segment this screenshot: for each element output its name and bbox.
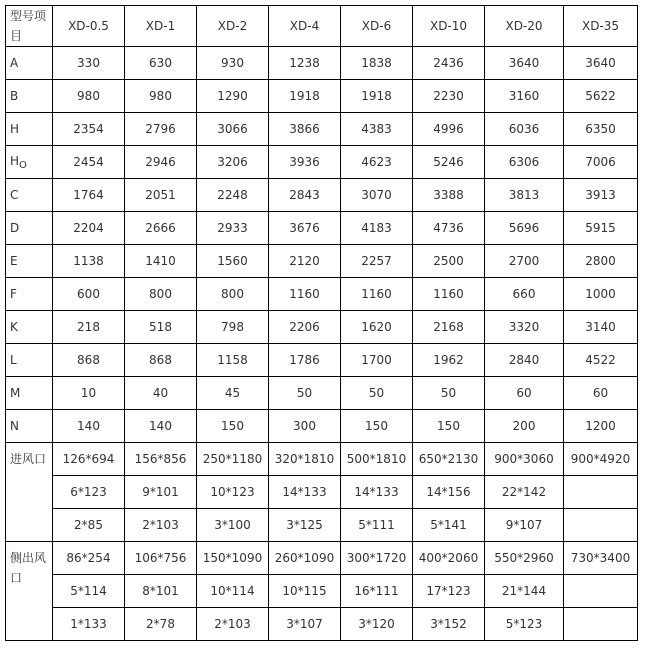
row-label-text: L xyxy=(10,353,17,367)
value-cell: 10 xyxy=(53,377,125,410)
value-cell: 7006 xyxy=(564,146,638,179)
value-cell: 2843 xyxy=(269,179,341,212)
table-row xyxy=(6,476,638,509)
model-header: XD-20 xyxy=(485,6,564,47)
table-row xyxy=(6,245,638,278)
value-cell: 250*1180 xyxy=(197,443,269,476)
value-cell: 600 xyxy=(53,278,125,311)
value-cell: 1160 xyxy=(413,278,485,311)
value-cell: 660 xyxy=(485,278,564,311)
value-cell: 2*78 xyxy=(125,608,197,641)
value-cell: 150 xyxy=(341,410,413,443)
table-row xyxy=(6,146,638,179)
value-cell: 5246 xyxy=(413,146,485,179)
row-label xyxy=(6,212,53,245)
value-cell: 4183 xyxy=(341,212,413,245)
row-label-text: M xyxy=(10,386,21,400)
value-cell: 1620 xyxy=(341,311,413,344)
value-cell: 5*114 xyxy=(53,575,125,608)
value-cell: 3140 xyxy=(564,311,638,344)
value-cell: 6306 xyxy=(485,146,564,179)
value-cell: 2800 xyxy=(564,245,638,278)
table-row xyxy=(6,377,638,410)
value-cell: 2206 xyxy=(269,311,341,344)
value-cell: 2454 xyxy=(53,146,125,179)
value-cell xyxy=(564,509,638,542)
value-cell: 1138 xyxy=(53,245,125,278)
value-cell: 5*141 xyxy=(413,509,485,542)
table-row xyxy=(6,80,638,113)
value-cell: 550*2960 xyxy=(485,542,564,575)
value-cell: 800 xyxy=(125,278,197,311)
value-cell: 1918 xyxy=(341,80,413,113)
value-cell: 2204 xyxy=(53,212,125,245)
value-cell: 3913 xyxy=(564,179,638,212)
row-label-text: A xyxy=(10,56,19,70)
value-cell: 4522 xyxy=(564,344,638,377)
value-cell: 1560 xyxy=(197,245,269,278)
value-cell: 4736 xyxy=(413,212,485,245)
value-cell: 150 xyxy=(197,410,269,443)
table-row xyxy=(6,542,638,575)
table-row xyxy=(6,311,638,344)
value-cell: 3813 xyxy=(485,179,564,212)
value-cell: 16*111 xyxy=(341,575,413,608)
value-cell: 2248 xyxy=(197,179,269,212)
value-cell: 3*107 xyxy=(269,608,341,641)
value-cell: 3160 xyxy=(485,80,564,113)
value-cell: 400*2060 xyxy=(413,542,485,575)
value-cell: 50 xyxy=(341,377,413,410)
value-cell: 320*1810 xyxy=(269,443,341,476)
value-cell: 2700 xyxy=(485,245,564,278)
value-cell: 2436 xyxy=(413,47,485,80)
value-cell: 5696 xyxy=(485,212,564,245)
value-cell: 330 xyxy=(53,47,125,80)
value-cell: 1238 xyxy=(269,47,341,80)
value-cell: 1200 xyxy=(564,410,638,443)
value-cell: 45 xyxy=(197,377,269,410)
row-label xyxy=(6,344,53,377)
value-cell: 50 xyxy=(269,377,341,410)
value-cell: 14*156 xyxy=(413,476,485,509)
value-cell: 2796 xyxy=(125,113,197,146)
value-cell: 2120 xyxy=(269,245,341,278)
row-label xyxy=(6,179,53,212)
value-cell: 3320 xyxy=(485,311,564,344)
value-cell: 3066 xyxy=(197,113,269,146)
value-cell: 3*152 xyxy=(413,608,485,641)
value-cell: 150 xyxy=(413,410,485,443)
value-cell: 218 xyxy=(53,311,125,344)
row-label-text: B xyxy=(10,89,19,103)
value-cell: 40 xyxy=(125,377,197,410)
value-cell: 60 xyxy=(564,377,638,410)
value-cell: 500*1810 xyxy=(341,443,413,476)
value-cell: 3206 xyxy=(197,146,269,179)
value-cell: 798 xyxy=(197,311,269,344)
table-row xyxy=(6,509,638,542)
model-header: XD-2 xyxy=(197,6,269,47)
value-cell: 86*254 xyxy=(53,542,125,575)
value-cell: 1160 xyxy=(269,278,341,311)
row-label xyxy=(6,410,53,443)
model-header: XD-10 xyxy=(413,6,485,47)
value-cell: 2257 xyxy=(341,245,413,278)
row-label xyxy=(6,146,53,179)
value-cell: 900*4920 xyxy=(564,443,638,476)
value-cell: 8*101 xyxy=(125,575,197,608)
value-cell: 6350 xyxy=(564,113,638,146)
value-cell: 2230 xyxy=(413,80,485,113)
row-label xyxy=(6,80,53,113)
value-cell: 1158 xyxy=(197,344,269,377)
value-cell: 50 xyxy=(413,377,485,410)
value-cell: 5*123 xyxy=(485,608,564,641)
value-cell: 1000 xyxy=(564,278,638,311)
value-cell: 300 xyxy=(269,410,341,443)
value-cell: 4383 xyxy=(341,113,413,146)
value-cell: 2666 xyxy=(125,212,197,245)
value-cell: 60 xyxy=(485,377,564,410)
table-row xyxy=(6,443,638,476)
value-cell: 1160 xyxy=(341,278,413,311)
value-cell: 3070 xyxy=(341,179,413,212)
row-label-text: H xyxy=(10,153,20,168)
corner-header: 型号项目 xyxy=(6,6,53,47)
row-label xyxy=(6,113,53,146)
value-cell: 4623 xyxy=(341,146,413,179)
value-cell: 5*111 xyxy=(341,509,413,542)
header-row xyxy=(6,6,638,47)
value-cell: 1*133 xyxy=(53,608,125,641)
value-cell: 730*3400 xyxy=(564,542,638,575)
row-label-subscript: O xyxy=(19,159,27,171)
value-cell: 2168 xyxy=(413,311,485,344)
row-label xyxy=(6,377,53,410)
value-cell: 140 xyxy=(125,410,197,443)
value-cell: 2933 xyxy=(197,212,269,245)
row-label xyxy=(6,278,53,311)
value-cell: 1786 xyxy=(269,344,341,377)
value-cell: 2*103 xyxy=(197,608,269,641)
value-cell: 800 xyxy=(197,278,269,311)
value-cell: 2*103 xyxy=(125,509,197,542)
value-cell: 5915 xyxy=(564,212,638,245)
value-cell: 2051 xyxy=(125,179,197,212)
value-cell: 300*1720 xyxy=(341,542,413,575)
value-cell: 14*133 xyxy=(341,476,413,509)
value-cell: 22*142 xyxy=(485,476,564,509)
table-row xyxy=(6,212,638,245)
value-cell: 3640 xyxy=(485,47,564,80)
value-cell: 900*3060 xyxy=(485,443,564,476)
value-cell: 2354 xyxy=(53,113,125,146)
value-cell: 2840 xyxy=(485,344,564,377)
row-label-text: D xyxy=(10,221,20,235)
value-cell: 200 xyxy=(485,410,564,443)
value-cell: 3*120 xyxy=(341,608,413,641)
value-cell xyxy=(564,476,638,509)
value-cell: 980 xyxy=(53,80,125,113)
value-cell: 930 xyxy=(197,47,269,80)
value-cell: 1838 xyxy=(341,47,413,80)
model-header: XD-0.5 xyxy=(53,6,125,47)
value-cell: 9*101 xyxy=(125,476,197,509)
value-cell: 6036 xyxy=(485,113,564,146)
value-cell: 630 xyxy=(125,47,197,80)
value-cell: 17*123 xyxy=(413,575,485,608)
value-cell: 14*133 xyxy=(269,476,341,509)
value-cell: 10*123 xyxy=(197,476,269,509)
value-cell: 6*123 xyxy=(53,476,125,509)
value-cell: 10*115 xyxy=(269,575,341,608)
table-row xyxy=(6,278,638,311)
value-cell: 980 xyxy=(125,80,197,113)
value-cell: 1962 xyxy=(413,344,485,377)
value-cell xyxy=(564,575,638,608)
row-label-text: F xyxy=(10,287,17,301)
value-cell: 5622 xyxy=(564,80,638,113)
table-row xyxy=(6,575,638,608)
row-label xyxy=(6,245,53,278)
value-cell: 9*107 xyxy=(485,509,564,542)
value-cell: 126*694 xyxy=(53,443,125,476)
row-label-text: E xyxy=(10,254,18,268)
row-label xyxy=(6,311,53,344)
model-header: XD-4 xyxy=(269,6,341,47)
value-cell: 3640 xyxy=(564,47,638,80)
value-cell: 1764 xyxy=(53,179,125,212)
value-cell: 518 xyxy=(125,311,197,344)
value-cell: 2500 xyxy=(413,245,485,278)
value-cell: 3866 xyxy=(269,113,341,146)
value-cell xyxy=(564,608,638,641)
value-cell: 1290 xyxy=(197,80,269,113)
value-cell: 868 xyxy=(125,344,197,377)
value-cell: 150*1090 xyxy=(197,542,269,575)
row-label-text: C xyxy=(10,188,19,202)
value-cell: 106*756 xyxy=(125,542,197,575)
value-cell: 3*100 xyxy=(197,509,269,542)
row-label xyxy=(6,47,53,80)
model-header: XD-6 xyxy=(341,6,413,47)
value-cell: 1918 xyxy=(269,80,341,113)
spec-table-body xyxy=(6,6,638,641)
spec-table xyxy=(5,5,638,641)
value-cell: 868 xyxy=(53,344,125,377)
value-cell: 2*85 xyxy=(53,509,125,542)
value-cell: 140 xyxy=(53,410,125,443)
value-cell: 4996 xyxy=(413,113,485,146)
table-row xyxy=(6,179,638,212)
value-cell: 2946 xyxy=(125,146,197,179)
value-cell: 260*1090 xyxy=(269,542,341,575)
table-row xyxy=(6,410,638,443)
table-row xyxy=(6,113,638,146)
model-header: XD-35 xyxy=(564,6,638,47)
row-label-text: K xyxy=(10,320,18,334)
value-cell: 1700 xyxy=(341,344,413,377)
model-header: XD-1 xyxy=(125,6,197,47)
value-cell: 21*144 xyxy=(485,575,564,608)
table-row xyxy=(6,608,638,641)
table-row xyxy=(6,344,638,377)
group-label: 进风口 xyxy=(6,443,53,542)
value-cell: 3*125 xyxy=(269,509,341,542)
value-cell: 3388 xyxy=(413,179,485,212)
value-cell: 1410 xyxy=(125,245,197,278)
value-cell: 10*114 xyxy=(197,575,269,608)
value-cell: 3676 xyxy=(269,212,341,245)
value-cell: 156*856 xyxy=(125,443,197,476)
row-label-text: H xyxy=(10,122,20,136)
table-row xyxy=(6,47,638,80)
value-cell: 650*2130 xyxy=(413,443,485,476)
row-label-text: N xyxy=(10,419,19,433)
group-label: 侧出风口 xyxy=(6,542,53,641)
value-cell: 3936 xyxy=(269,146,341,179)
